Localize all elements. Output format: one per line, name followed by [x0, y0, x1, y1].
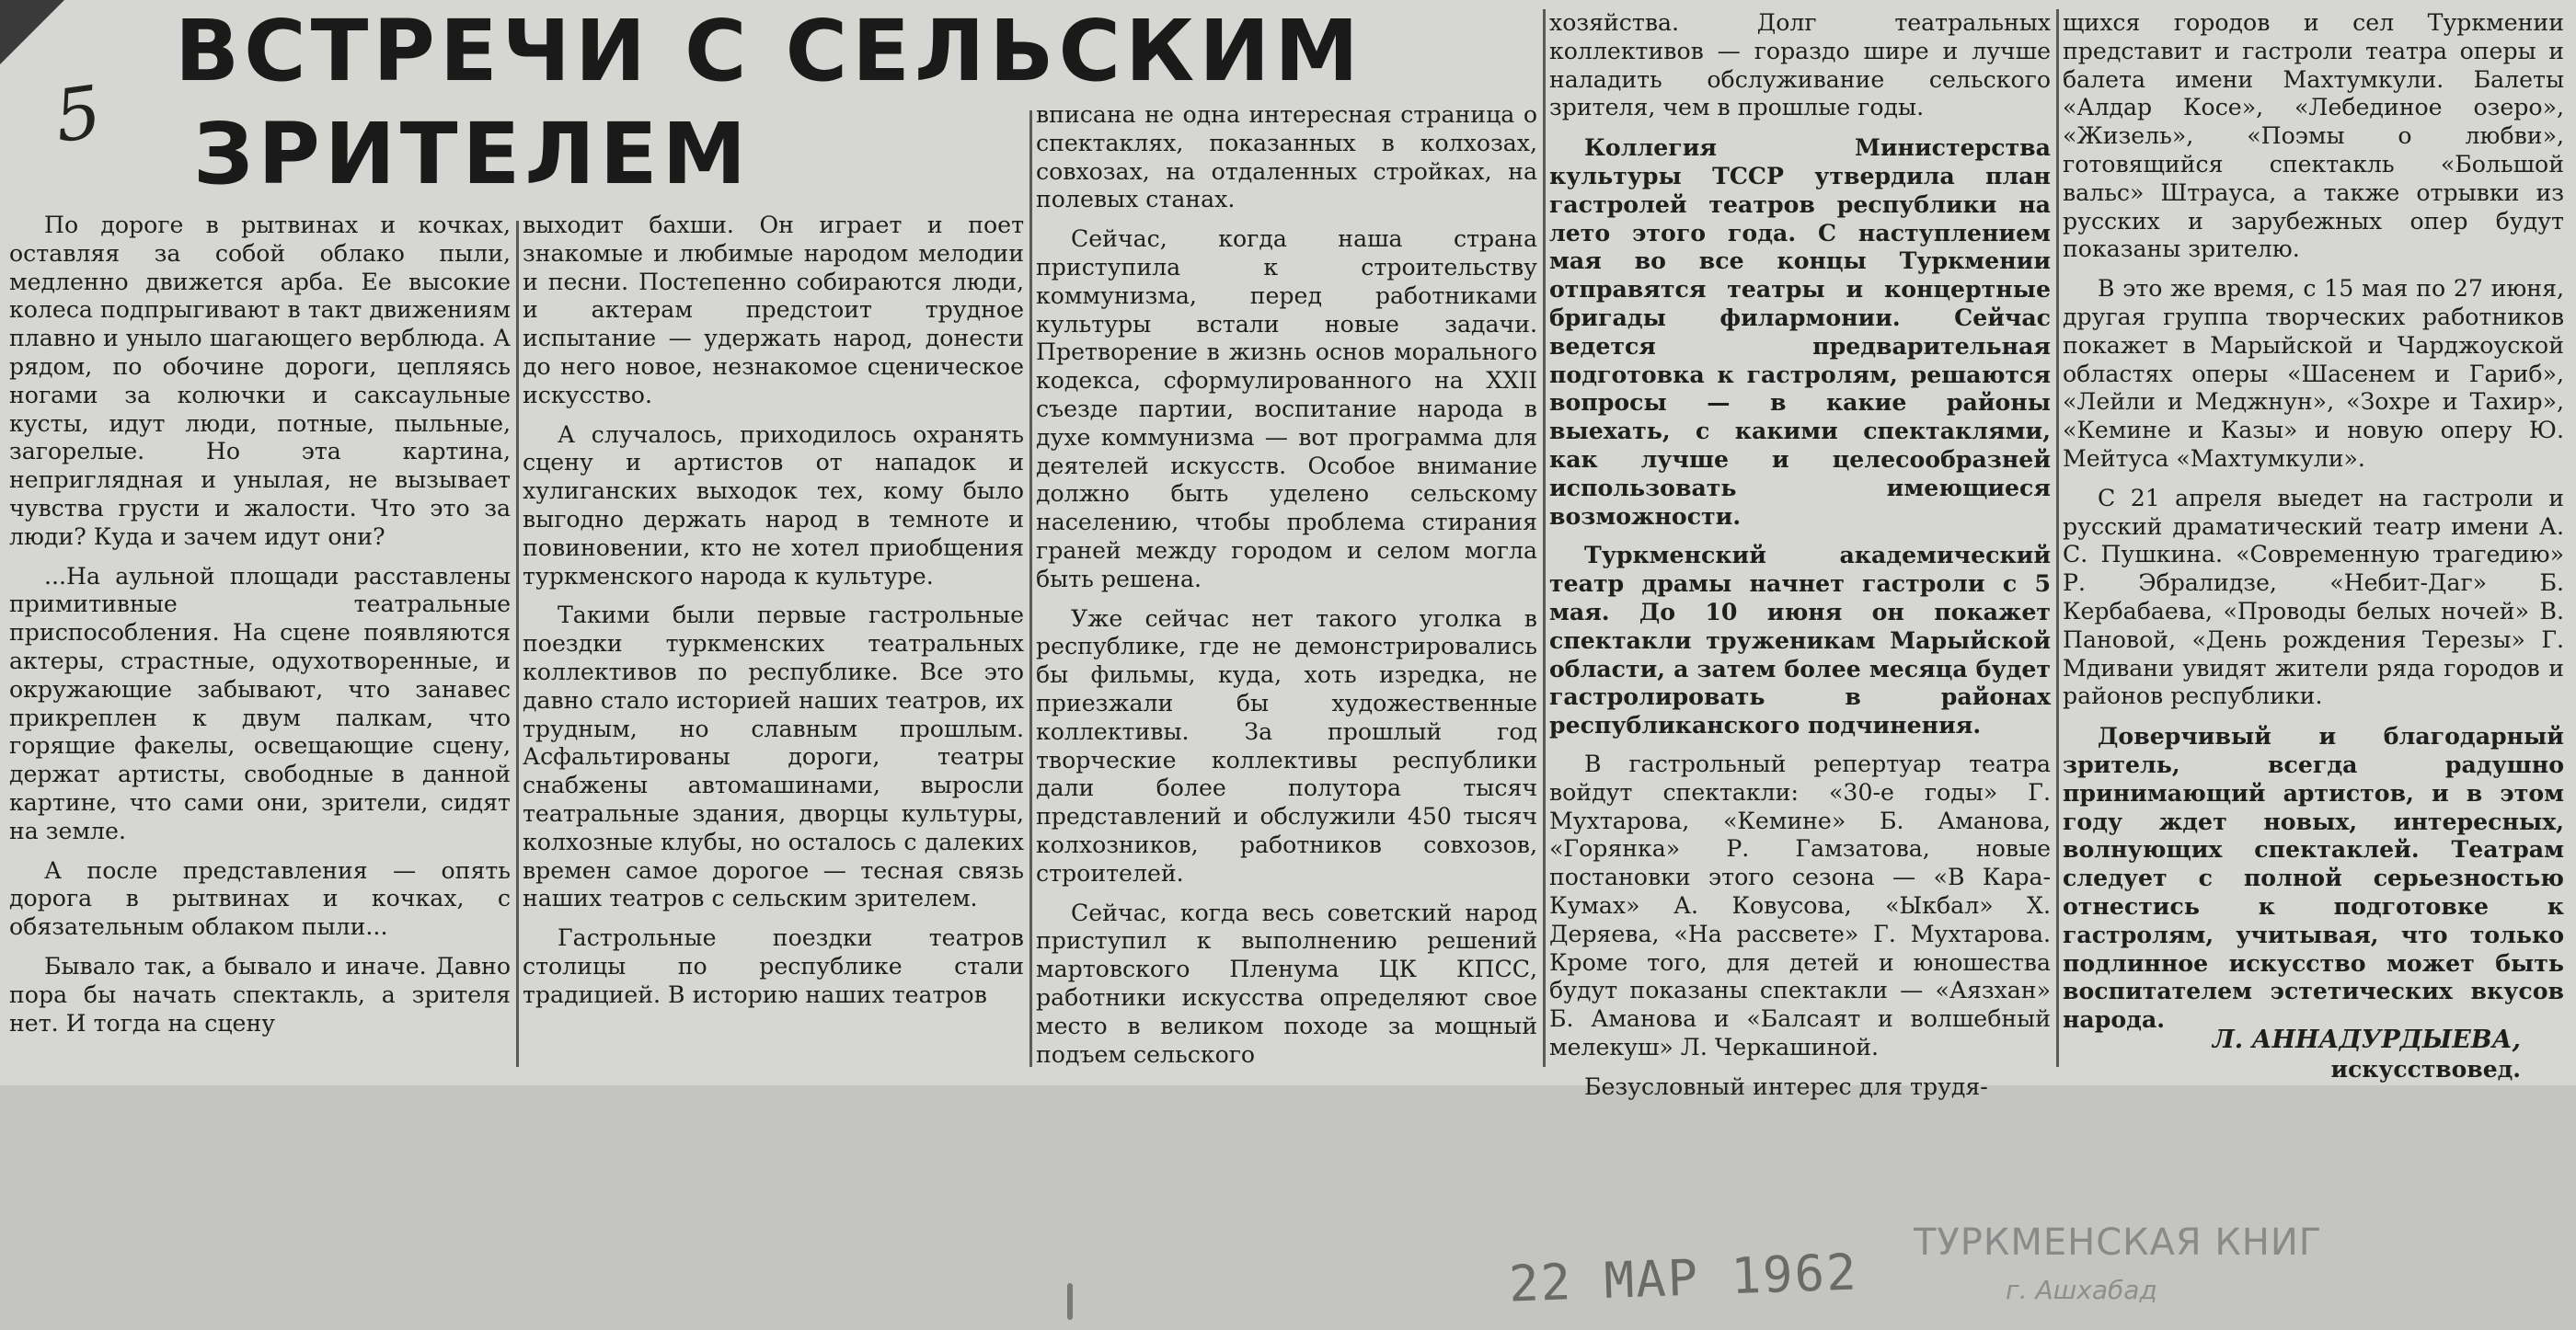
column-5: [2063, 9, 2564, 1034]
col5-paragraph-4: Доверчивый и благодарный зритель, всегда радушно принимающий артистов, и в этом году ждет новых, интересных, волнующих спектаклей. Театрам следует с полной серьезностью отнестись к подготовке к гастролям, учитывая, что только подлинное искусство может быть воспитателем эстетических вкусов народа.: [2063, 722, 2564, 1034]
col2-paragraph-4: Гастрольные поездки театров столицы по республике стали традицией. В историю наших театров: [523, 924, 1024, 1008]
handwritten-page-number: 5: [49, 70, 107, 160]
col1-paragraph-1: По дороге в рытвинах и кочках, оставляя за собой облако пыли, медленно движется арба. Ее высокие колеса подпрыгивают в такт движениям плавно и уныло шагающего верблюда. А рядом, по обочине дороги, цепляясь ногами за колючки и саксаульные кусты, идут люди, потные, пыльные, загорелые. Но эта картина, неприглядная и унылая, не вызывает чувства грусти и жалости. Что это за люди? Куда и зачем идут они?: [9, 212, 511, 550]
column-4: [1549, 9, 2051, 1100]
col5-paragraph-2: В это же время, с 15 мая по 27 июня, другая группа творческих работников покажет в Марыйской и Чарджоуской областях оперы «Шасенем и Гариб», «Лейли и Меджнун», «Зохре и Тахир», «Кемине и Казы» и новую оперу Ю. Мейтуса «Махтумкули».: [2063, 275, 2564, 472]
col4-paragraph-2: Коллегия Министерства культуры ТССР утвердила план гастролей театров республики на лето этого года. С наступлением мая во все концы Туркмении отправятся театры и концертные бригады филармонии. Сейчас ведется предварительная подготовка к гастролям, решаются вопросы — в какие районы выехать, с какими спектаклями, как лучше и целесообразней использовать имеющиеся возможности.: [1549, 133, 2051, 530]
author-role: искусствовед.: [2330, 1056, 2521, 1083]
col4-paragraph-1: хозяйства. Долг театральных коллективов — гораздо шире и лучше наладить обслуживание сельского зрителя, чем в прошлые годы.: [1549, 9, 2051, 121]
col2-paragraph-2: А случалось, приходилось охранять сцену и артистов от нападок и хулиганских выходок тех, кому было выгодно держать народ в темноте и повиновении, кто не хотел приобщения туркменского народа к культуре.: [523, 420, 1024, 590]
pencil-mark: [1067, 1283, 1073, 1320]
col3-paragraph-4: Сейчас, когда весь советский народ приступил к выполнению решений мартовского Пленума ЦК КПСС, работники искусства определяют свое место в великом походе за мощный подъем сельского: [1036, 899, 1537, 1068]
column-rule: [516, 221, 519, 1067]
column-rule: [1543, 9, 1546, 1067]
column-1: [9, 212, 511, 1072]
author-signature: Л. АННАДУРДЫЕВА,: [2212, 1026, 2521, 1054]
torn-corner: [0, 0, 64, 64]
col1-paragraph-3: А после представления — опять дорога в рытвинах и кочках, с обязательным облаком пыли...: [9, 856, 511, 941]
column-3: [1036, 101, 1537, 1072]
headline-line-2: ЗРИТЕЛЕМ: [193, 105, 752, 203]
library-stamp-city: г. Ашхабад: [2006, 1275, 2157, 1305]
col5-paragraph-3: С 21 апреля выедет на гастроли и русский драматический театр имени А. С. Пушкина. «Современную трагедию» Р. Эбралидзе, «Небит-Даг» Б. Кербабаева, «Проводы белых ночей» В. Пановой, «День рождения Терезы» Г. Мдивани увидят жители ряда городов и районов республики.: [2063, 484, 2564, 710]
col2-paragraph-1: выходит бахши. Он играет и поет знакомые и любимые народом мелодии и песни. Постепенно собираются люди, и актерам предстоит трудное испытание — удержать народ, донести до него новое, незнакомое сценическое искусство.: [523, 212, 1024, 408]
col4-paragraph-5: Безусловный интерес для трудя-: [1584, 1072, 1988, 1100]
col2-paragraph-3: Такими были первые гастрольные поездки туркменских театральных коллективов по республике. Все это давно стало историей наших театров, их трудным, но славным прошлым. Асфальтированы дороги, театры снабжены автомашинами, выросли театральные здания, дворцы культуры, колхозные клубы, но осталось с далеких времен самое дорогое — тесная связь наших театров с сельским зрителем.: [523, 602, 1024, 912]
headline-line-1: ВСТРЕЧИ С СЕЛЬСКИМ: [175, 2, 1363, 100]
col1-paragraph-4: Бывало так, а бывало и иначе. Давно пора бы начать спектакль, а зрителя нет. И тогда на сцену: [9, 952, 511, 1037]
col4-paragraph-4: В гастрольный репертуар театра войдут спектакли: «30-е годы» Г. Мухтарова, «Кемине» Б. Аманова, «Горянка» Р. Гамзатова, новые постановки этого сезона — «В Кара-Кумах» А. Ковусова, «Ыкбал» Х. Деряева, «На рассвете» Г. Мухтарова. Кроме того, для детей и юношества будут показаны спектакли — «Аязхан» Б. Аманова и «Балсаят и волшебный мелекуш» Л. Черкашиной.: [1549, 750, 2051, 1061]
column-2: [523, 212, 1024, 1072]
col3-paragraph-1: вписана не одна интересная страница о спектаклях, показанных в колхозах, совхозах, на отдаленных стройках, на полевых станах.: [1036, 101, 1537, 213]
date-stamp: 22 МАР 1962: [1508, 1243, 1859, 1313]
col3-paragraph-2: Сейчас, когда наша страна приступила к строительству коммунизма, перед работниками культуры встали новые задачи. Претворение в жизнь основ морального кодекса, сформулированного на XXII съезде партии, воспитание народа в духе коммунизма — вот программа для деятелей искусств. Особое внимание должно быть уделено сельскому населению, чтобы проблема стирания граней между городом и селом могла быть решена.: [1036, 225, 1537, 592]
library-stamp: ТУРКМЕНСКАЯ КНИГ: [1914, 1221, 2323, 1264]
col1-paragraph-2: ...На аульной площади расставлены примитивные театральные приспособления. На сцене появляются актеры, страстные, одухотворенные, и окружающие забывают, что занавес прикреплен к двум палкам, что горящие факелы, освещающие сцену, держат артисты, свободные в данной картине, что сами они, зрители, сидят на земле.: [9, 562, 511, 844]
column-rule: [2056, 9, 2059, 1067]
col3-paragraph-3: Уже сейчас нет такого уголка в республике, где не демонстрировались бы фильмы, куда, хоть изредка, не приезжали бы художественные коллективы. За прошлый год творческие коллективы республики дали более полутора тысяч представлений и обслужили 450 тысяч колхозников, работников совхозов, строителей.: [1036, 604, 1537, 887]
column-rule: [1029, 110, 1032, 1067]
col4-paragraph-3: Туркменский академический театр драмы начнет гастроли с 5 мая. До 10 июня он покажет спектакли труженикам Марыйской области, а затем более месяца будет гастролировать в районах республиканского подчинения.: [1549, 541, 2051, 740]
col5-paragraph-1: щихся городов и сел Туркмении представит и гастроли театра оперы и балета имени Махтумкули. Балеты «Алдар Косе», «Лебединое озеро», «Жизель», «Поэмы о любви», готовящийся спектакль «Большой вальс» Штрауса, а также отрывки из русских и зарубежных опер будут показаны зрителю.: [2063, 9, 2564, 263]
